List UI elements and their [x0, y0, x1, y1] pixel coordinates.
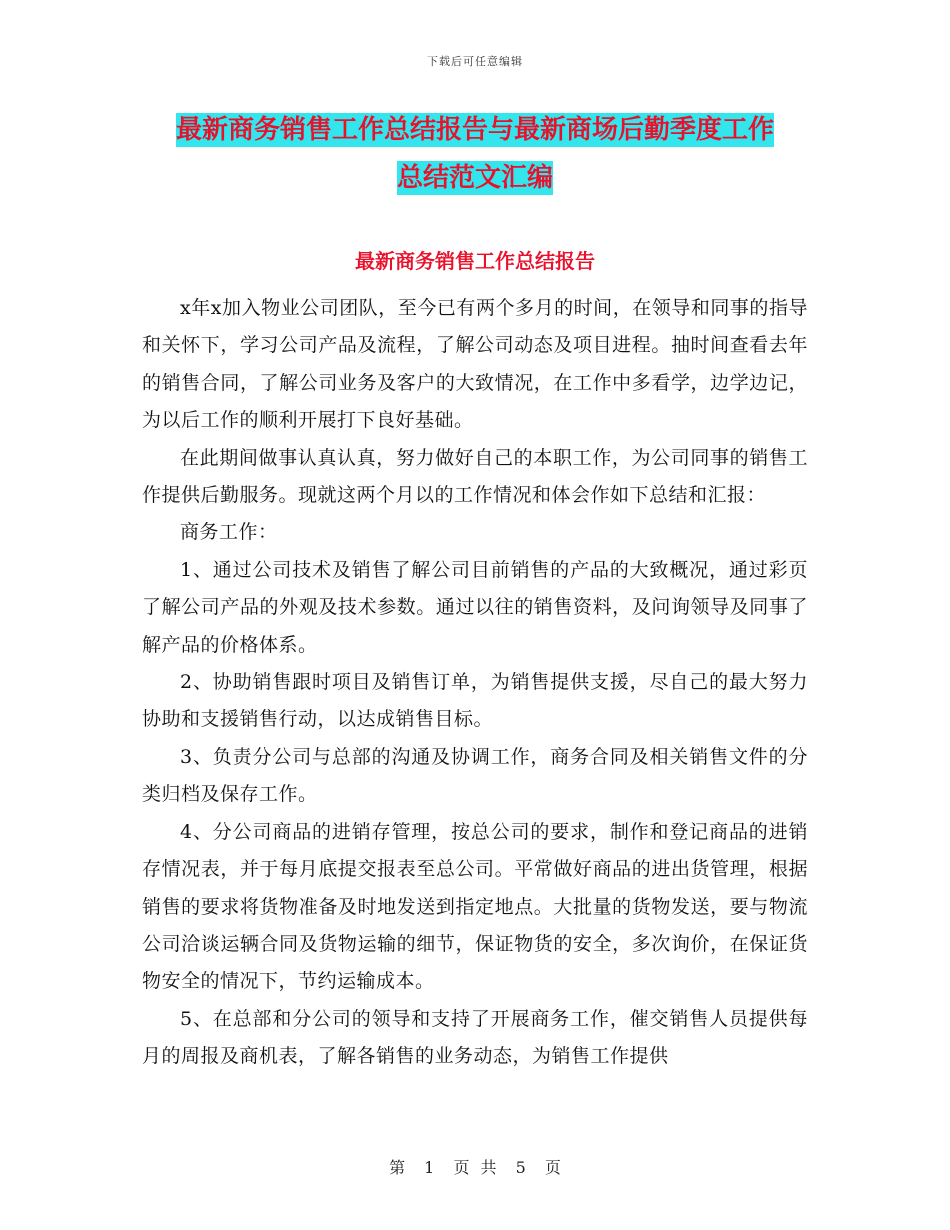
paragraph: 在此期间做事认真认真，努力做好自己的本职工作，为公司同事的销售工作提供后勤服务。现就这两个月以的工作情况和体会作如下总结和汇报： — [142, 446, 808, 507]
footer-middle: 页 共 — [453, 1158, 497, 1177]
paragraph: 5、在总部和分公司的领导和支持了开展商务工作，催交销售人员提供每月的周报及商机表，了解各销售的业务动态，为销售工作提供 — [142, 1007, 808, 1068]
document-title-line1: 最新商务销售工作总结报告与最新商场后勤季度工作 — [175, 115, 774, 145]
document-body — [142, 290, 808, 1076]
paragraph: 3、负责分公司与总部的沟通及协调工作，商务合同及相关销售文件的分类归档及保存工作。 — [142, 745, 808, 806]
document-title-line2: 总结范文汇编 — [396, 163, 553, 193]
footer-total-pages: 5 — [515, 1158, 526, 1177]
footer-page-number: 1 — [424, 1158, 435, 1177]
header-note: 下载后可任意编辑 — [427, 55, 523, 68]
footer-prefix: 第 — [389, 1158, 406, 1177]
section-title: 最新商务销售工作总结报告 — [355, 249, 595, 273]
paragraph: 商务工作： — [180, 521, 278, 544]
footer-suffix: 页 — [544, 1158, 561, 1177]
document-title — [140, 106, 810, 202]
paragraph: x年x加入物业公司团队，至今已有两个多月的时间，在领导和同事的指导和关怀下，学习公司产品及流程，了解公司动态及项目进程。抽时间查看去年的销售合同，了解公司业务及客户的大致情况，在工作中多看学，边学边记，为以后工作的顺利开展打下良好基础。 — [142, 297, 808, 432]
paragraph: 1、通过公司技术及销售了解公司目前销售的产品的大致概况，通过彩页了解公司产品的外观及技术参数。通过以往的销售资料，及问询领导及同事了解产品的价格体系。 — [142, 558, 808, 656]
paragraph: 4、分公司商品的进销存管理，按总公司的要求，制作和登记商品的进销存情况表，并于每月底提交报表至总公司。平常做好商品的进出货管理，根据销售的要求将货物准备及时地发送到指定地点。大批量的货物发送，要与物流公司洽谈运辆合同及货物运输的细节，保证物货的安全，多次询价，在保证货物安全的情况下，节约运输成本。 — [142, 820, 808, 993]
paragraph: 2、协助销售跟时项目及销售订单，为销售提供支援，尽自己的最大努力协助和支援销售行动，以达成销售目标。 — [142, 671, 808, 731]
page-footer — [0, 1155, 950, 1178]
